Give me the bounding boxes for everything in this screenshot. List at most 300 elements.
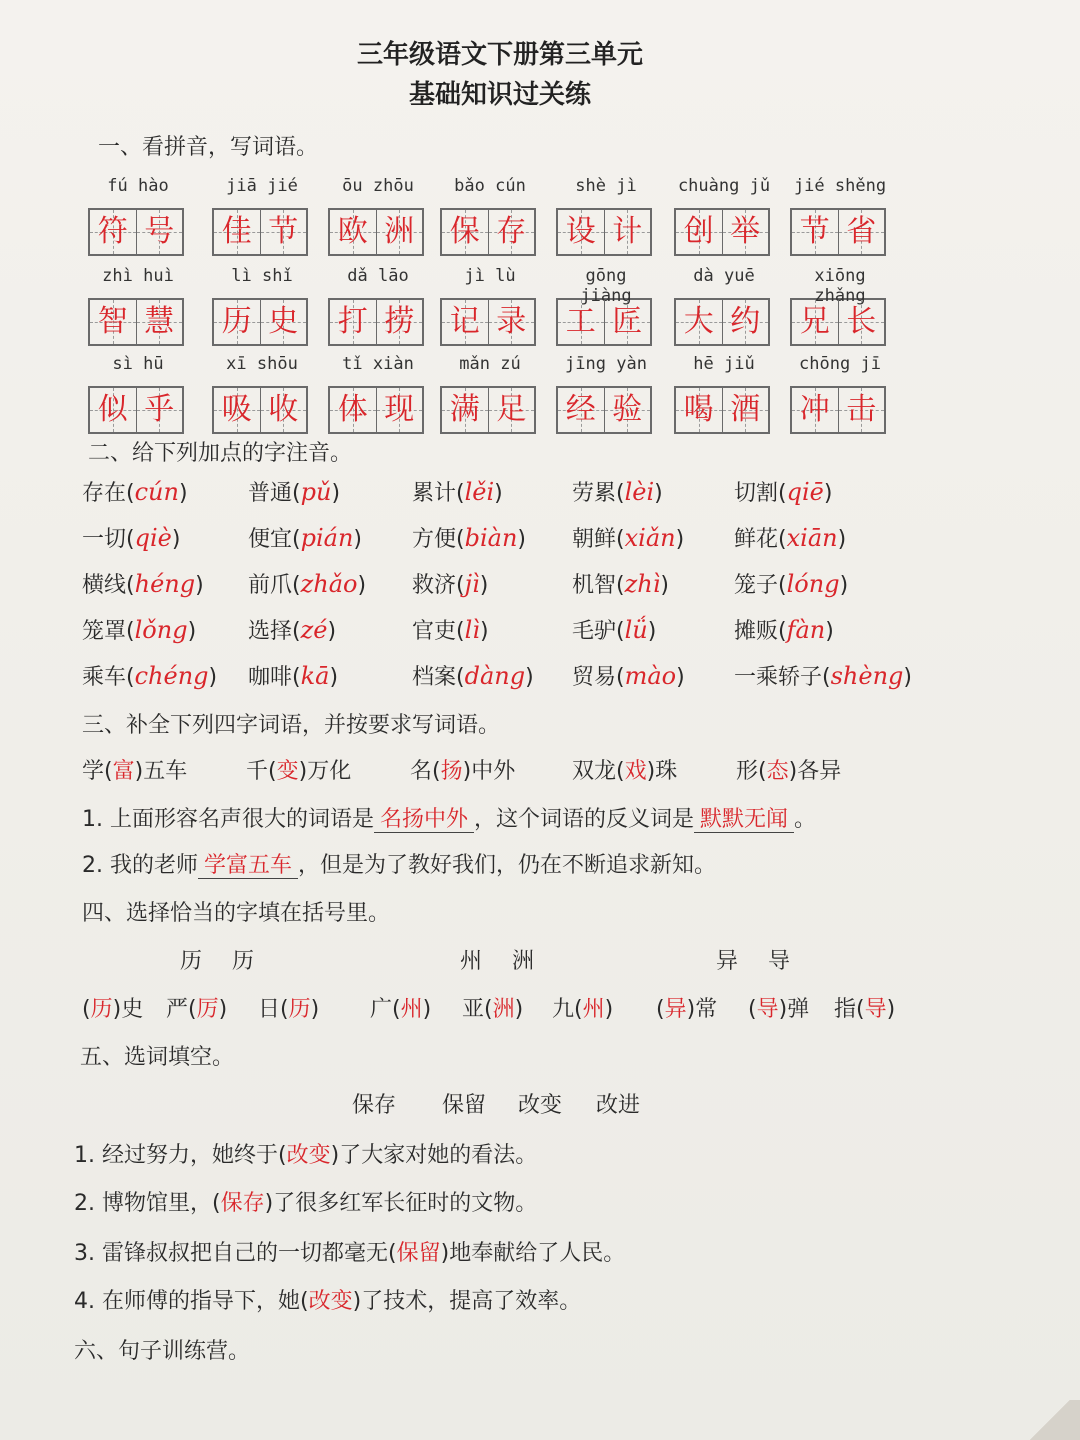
idiom-answer: 富 bbox=[112, 759, 135, 784]
pinyin-item bbox=[674, 266, 774, 346]
tianzige-boxes bbox=[674, 386, 770, 434]
pinyin-answer: mào bbox=[624, 662, 677, 690]
tianzige-boxes bbox=[212, 298, 308, 346]
tianzige-cell bbox=[377, 300, 423, 344]
handwritten-char: 计 bbox=[612, 214, 643, 249]
tianzige-cell bbox=[261, 210, 307, 254]
pinyin-label: chōng jī bbox=[799, 354, 881, 374]
handwritten-char: 打 bbox=[337, 304, 368, 339]
pinyin-item bbox=[556, 354, 656, 434]
idiom-prefix: 形 bbox=[736, 759, 759, 784]
pinyin-item bbox=[328, 354, 428, 434]
idiom-answer: 变 bbox=[276, 759, 299, 784]
char-fill-prefix: 亚 bbox=[462, 997, 485, 1022]
annotate-word: 一乘轿子 bbox=[734, 665, 823, 690]
idiom: 形(态)各异 bbox=[736, 759, 842, 784]
handwritten-char: 兄 bbox=[799, 304, 830, 339]
pinyin-answer: qiè bbox=[134, 524, 172, 552]
section4-heading: 四、选择恰当的字填在括号里。 bbox=[82, 901, 391, 926]
tianzige-cell bbox=[261, 388, 307, 432]
annotate-item: 摊贩(fàn) bbox=[734, 616, 834, 644]
annotate-word: 机智 bbox=[572, 573, 617, 598]
handwritten-char: 体 bbox=[337, 392, 368, 427]
tianzige-boxes bbox=[556, 386, 652, 434]
tianzige-cell bbox=[442, 388, 489, 432]
handwritten-char: 智 bbox=[97, 304, 128, 339]
annotate-row bbox=[82, 660, 1002, 700]
sentence-suffix: 了很多红军长征时的文物。 bbox=[273, 1191, 538, 1216]
annotate-word: 救济 bbox=[412, 573, 457, 598]
annotate-item: 横线(héng) bbox=[82, 570, 204, 598]
tianzige-cell bbox=[839, 210, 885, 254]
word-option: 改进 bbox=[596, 1093, 641, 1118]
pinyin-label: fú hào bbox=[107, 176, 169, 196]
tianzige-cell bbox=[605, 300, 651, 344]
sentence-prefix: 4. 在师傅的指导下，她 bbox=[74, 1289, 300, 1314]
handwritten-char: 号 bbox=[144, 214, 175, 249]
annotate-item: 鲜花(xiān) bbox=[734, 524, 847, 552]
annotate-word: 官吏 bbox=[412, 619, 457, 644]
handwritten-char: 欧 bbox=[337, 214, 368, 249]
pinyin-item bbox=[328, 266, 428, 346]
idiom-prefix: 学 bbox=[82, 759, 105, 784]
pinyin-answer: pián bbox=[300, 524, 354, 552]
pinyin-label: jīng yàn bbox=[565, 354, 647, 374]
handwritten-char: 录 bbox=[496, 304, 527, 339]
idiom-suffix: 万化 bbox=[307, 759, 352, 784]
tianzige-cell bbox=[605, 388, 651, 432]
tianzige-cell bbox=[90, 210, 137, 254]
handwritten-char: 慧 bbox=[144, 304, 175, 339]
tianzige-cell bbox=[676, 388, 723, 432]
pinyin-answer: pǔ bbox=[300, 478, 332, 506]
handwritten-char: 匠 bbox=[612, 304, 643, 339]
idiom-answer: 戏 bbox=[624, 759, 647, 784]
annotate-item: 笼罩(lǒng) bbox=[82, 616, 197, 644]
annotate-word: 选择 bbox=[248, 619, 293, 644]
tianzige-cell bbox=[377, 388, 423, 432]
handwritten-char: 冲 bbox=[799, 392, 830, 427]
tianzige-cell bbox=[792, 210, 839, 254]
char-options: 州 洲 bbox=[460, 949, 539, 974]
annotate-item: 笼子(lóng) bbox=[734, 570, 849, 598]
annotate-item: 官吏(lì) bbox=[412, 616, 489, 644]
pinyin-answer: shèng bbox=[830, 662, 904, 690]
handwritten-char: 史 bbox=[268, 304, 299, 339]
idiom-answer: 扬 bbox=[440, 759, 463, 784]
tianzige-boxes bbox=[328, 386, 424, 434]
handwritten-char: 省 bbox=[846, 214, 877, 249]
annotate-word: 档案 bbox=[412, 665, 457, 690]
pinyin-label: lì shǐ bbox=[231, 266, 293, 286]
annotate-word: 乘车 bbox=[82, 665, 127, 690]
tianzige-cell bbox=[723, 210, 769, 254]
tianzige-boxes bbox=[440, 386, 536, 434]
annotate-item: 切割(qiē) bbox=[734, 478, 833, 506]
char-fill-suffix: 常 bbox=[695, 997, 718, 1022]
pinyin-answer: dàng bbox=[464, 662, 526, 690]
annotate-row bbox=[82, 614, 1002, 654]
idiom-suffix: 珠 bbox=[655, 759, 678, 784]
pinyin-answer: fàn bbox=[786, 616, 826, 644]
fill-sentence: 2. 博物馆里，(保存)了很多红军长征时的文物。 bbox=[74, 1191, 538, 1216]
annotate-word: 咖啡 bbox=[248, 665, 293, 690]
tianzige-cell bbox=[558, 300, 605, 344]
char-fill-prefix: 指 bbox=[834, 997, 857, 1022]
tianzige-boxes bbox=[674, 298, 770, 346]
tianzige-cell bbox=[723, 300, 769, 344]
sentence-suffix: 了技术，提高了效率。 bbox=[361, 1289, 582, 1314]
tianzige-cell bbox=[605, 210, 651, 254]
char-fill-answer: 洲 bbox=[492, 997, 515, 1022]
idiom-prefix: 千 bbox=[246, 759, 269, 784]
tianzige-cell bbox=[442, 210, 489, 254]
pinyin-answer: xiān bbox=[786, 524, 838, 552]
tianzige-cell bbox=[558, 210, 605, 254]
tianzige-boxes bbox=[440, 298, 536, 346]
tianzige-boxes bbox=[790, 386, 886, 434]
idiom: 学(富)五车 bbox=[82, 759, 188, 784]
pinyin-item bbox=[328, 176, 428, 256]
annotate-item: 便宜(pián) bbox=[248, 524, 363, 552]
pinyin-label: sì hū bbox=[112, 354, 164, 374]
section6-heading: 六、句子训练营。 bbox=[74, 1339, 251, 1364]
char-fill: 亚(洲) bbox=[462, 997, 524, 1022]
char-fill-answer: 异 bbox=[664, 997, 687, 1022]
sentence-answer: 改变 bbox=[308, 1289, 353, 1314]
tianzige-cell bbox=[377, 210, 423, 254]
title-line2: 基础知识过关练 bbox=[408, 80, 591, 110]
char-fill: (异)常 bbox=[656, 997, 718, 1022]
idiom: 千(变)万化 bbox=[246, 759, 352, 784]
tianzige-boxes bbox=[328, 298, 424, 346]
pinyin-row bbox=[88, 176, 1048, 266]
pinyin-item bbox=[556, 176, 656, 256]
handwritten-char: 约 bbox=[730, 304, 761, 339]
tianzige-boxes bbox=[212, 208, 308, 256]
sentence-answer: 改变 bbox=[286, 1143, 331, 1168]
q2-text-a: 2. 我的老师 bbox=[82, 853, 198, 878]
tianzige-cell bbox=[261, 300, 307, 344]
tianzige-cell bbox=[137, 210, 183, 254]
tianzige-cell bbox=[489, 388, 535, 432]
pinyin-item bbox=[212, 354, 312, 434]
annotate-word: 摊贩 bbox=[734, 619, 779, 644]
annotate-item: 咖啡(kā) bbox=[248, 662, 339, 690]
pinyin-item bbox=[790, 176, 890, 256]
q1-text-b: ，这个词语的反义词是 bbox=[474, 807, 695, 832]
annotate-word: 便宜 bbox=[248, 527, 293, 552]
q1-text-a: 1. 上面形容名声很大的词语是 bbox=[82, 807, 374, 832]
tianzige-boxes bbox=[88, 208, 184, 256]
pinyin-label: jiā jié bbox=[226, 176, 298, 196]
tianzige-cell bbox=[330, 210, 377, 254]
tianzige-cell bbox=[792, 388, 839, 432]
sentence-suffix: 地奉献给了人民。 bbox=[449, 1241, 626, 1266]
pinyin-label: dà yuē bbox=[693, 266, 755, 286]
handwritten-char: 乎 bbox=[144, 392, 175, 427]
pinyin-answer: jì bbox=[464, 570, 480, 598]
char-fill: (历)史 bbox=[82, 997, 144, 1022]
tianzige-boxes bbox=[440, 208, 536, 256]
pinyin-answer: lǘ bbox=[624, 616, 648, 644]
tianzige-boxes bbox=[212, 386, 308, 434]
handwritten-char: 存 bbox=[496, 214, 527, 249]
annotate-item: 救济(jì) bbox=[412, 570, 489, 598]
pinyin-answer: cún bbox=[134, 478, 179, 506]
annotate-word: 前爪 bbox=[248, 573, 293, 598]
section1-heading: 一、看拼音，写词语。 bbox=[98, 135, 319, 160]
pinyin-item bbox=[790, 354, 890, 434]
handwritten-char: 洲 bbox=[384, 214, 415, 249]
tianzige-cell bbox=[489, 210, 535, 254]
pinyin-label: gōng jiàng bbox=[580, 266, 632, 306]
handwritten-char: 收 bbox=[268, 392, 299, 427]
title-line1: 三年级语文下册第三单元 bbox=[356, 40, 643, 70]
char-fill: (导)弹 bbox=[748, 997, 810, 1022]
pinyin-item bbox=[88, 266, 188, 346]
tianzige-cell bbox=[90, 300, 137, 344]
pinyin-item bbox=[212, 176, 312, 256]
handwritten-char: 举 bbox=[730, 214, 761, 249]
sentence-suffix: 了大家对她的看法。 bbox=[339, 1143, 538, 1168]
handwritten-char: 喝 bbox=[683, 392, 714, 427]
char-options: 异 导 bbox=[716, 949, 795, 974]
handwritten-char: 击 bbox=[846, 392, 877, 427]
char-fill-answer: 州 bbox=[400, 997, 423, 1022]
annotate-word: 劳累 bbox=[572, 481, 617, 506]
section5-heading: 五、选词填空。 bbox=[80, 1045, 235, 1070]
char-fill-answer: 导 bbox=[864, 997, 887, 1022]
pinyin-label: jié shěng bbox=[793, 176, 887, 196]
section3-question2 bbox=[82, 848, 716, 879]
tianzige-cell bbox=[214, 388, 261, 432]
tianzige-boxes bbox=[790, 208, 886, 256]
handwritten-char: 符 bbox=[97, 214, 128, 249]
handwritten-char: 大 bbox=[683, 304, 714, 339]
pinyin-row bbox=[88, 354, 1048, 444]
handwritten-char: 经 bbox=[565, 392, 596, 427]
handwritten-char: 现 bbox=[384, 392, 415, 427]
handwritten-char: 长 bbox=[846, 304, 877, 339]
pinyin-answer: lóng bbox=[786, 570, 840, 598]
pinyin-answer: lèi bbox=[624, 478, 655, 506]
pinyin-label: dǎ lāo bbox=[347, 266, 409, 286]
char-fill-answer: 厉 bbox=[196, 997, 219, 1022]
q2-text-b: ，但是为了教好我们，仍在不断追求新知。 bbox=[298, 853, 717, 878]
annotate-item: 存在(cún) bbox=[82, 478, 188, 506]
annotate-row bbox=[82, 476, 1002, 516]
handwritten-char: 创 bbox=[683, 214, 714, 249]
tianzige-cell bbox=[839, 388, 885, 432]
pinyin-answer: chéng bbox=[134, 662, 209, 690]
annotate-word: 存在 bbox=[82, 481, 127, 506]
char-fill-prefix: 广 bbox=[370, 997, 393, 1022]
fill-sentence: 1. 经过努力，她终于(改变)了大家对她的看法。 bbox=[74, 1143, 538, 1168]
annotate-word: 切割 bbox=[734, 481, 779, 506]
char-fill-answer: 导 bbox=[756, 997, 779, 1022]
pinyin-item bbox=[440, 176, 540, 256]
handwritten-char: 佳 bbox=[221, 214, 252, 249]
q2-answer: 学富五车 bbox=[198, 853, 298, 879]
pinyin-label: mǎn zú bbox=[459, 354, 521, 374]
pinyin-item bbox=[212, 266, 312, 346]
char-fill-answer: 州 bbox=[582, 997, 605, 1022]
char-fill-suffix: 弹 bbox=[787, 997, 810, 1022]
sentence-prefix: 1. 经过努力，她终于 bbox=[74, 1143, 278, 1168]
pinyin-item bbox=[790, 266, 890, 346]
page-corner bbox=[1020, 1400, 1080, 1440]
pinyin-answer: lǒng bbox=[134, 616, 188, 644]
annotate-row bbox=[82, 522, 1002, 562]
tianzige-cell bbox=[442, 300, 489, 344]
annotate-word: 鲜花 bbox=[734, 527, 779, 552]
pinyin-answer: lěi bbox=[464, 478, 495, 506]
annotate-word: 普通 bbox=[248, 481, 293, 506]
pinyin-label: bǎo cún bbox=[454, 176, 526, 196]
annotate-item: 乘车(chéng) bbox=[82, 662, 218, 690]
fill-sentence: 4. 在师傅的指导下，她(改变)了技术，提高了效率。 bbox=[74, 1289, 582, 1314]
handwritten-char: 节 bbox=[268, 214, 299, 249]
annotate-item: 贸易(mào) bbox=[572, 662, 685, 690]
handwritten-char: 记 bbox=[449, 304, 480, 339]
tianzige-cell bbox=[676, 300, 723, 344]
annotate-word: 朝鲜 bbox=[572, 527, 617, 552]
pinyin-label: xiōng zhǎng bbox=[814, 266, 866, 306]
char-fill-suffix: 史 bbox=[121, 997, 144, 1022]
annotate-item: 毛驴(lǘ) bbox=[572, 616, 657, 644]
tianzige-cell bbox=[489, 300, 535, 344]
pinyin-label: shè jì bbox=[575, 176, 637, 196]
section2-heading: 二、给下列加点的字注音。 bbox=[88, 441, 353, 466]
annotate-item: 机智(zhì) bbox=[572, 570, 669, 598]
char-fill-prefix: 日 bbox=[258, 997, 281, 1022]
pinyin-label: zhì huì bbox=[102, 266, 174, 286]
idiom-answer: 态 bbox=[766, 759, 789, 784]
sentence-prefix: 2. 博物馆里， bbox=[74, 1191, 212, 1216]
section3-heading: 三、补全下列四字词语，并按要求写词语。 bbox=[82, 713, 501, 738]
tianzige-cell bbox=[90, 388, 137, 432]
idiom: 名(扬)中外 bbox=[410, 759, 516, 784]
pinyin-item bbox=[674, 176, 774, 256]
annotate-word: 笼子 bbox=[734, 573, 779, 598]
pinyin-answer: kā bbox=[300, 662, 330, 690]
idiom-prefix: 双龙 bbox=[572, 759, 617, 784]
q1-answer1: 名扬中外 bbox=[374, 807, 474, 833]
tianzige-boxes bbox=[88, 298, 184, 346]
pinyin-answer: lì bbox=[464, 616, 480, 644]
annotate-item: 朝鲜(xiǎn) bbox=[572, 524, 685, 552]
idiom: 双龙(戏)珠 bbox=[572, 759, 678, 784]
handwritten-char: 工 bbox=[565, 304, 596, 339]
tianzige-cell bbox=[214, 300, 261, 344]
word-option: 保存 bbox=[352, 1093, 397, 1118]
char-fill-prefix: 九 bbox=[552, 997, 575, 1022]
handwritten-char: 酒 bbox=[730, 392, 761, 427]
char-fill-answer: 历 bbox=[90, 997, 113, 1022]
pinyin-label: ōu zhōu bbox=[342, 176, 414, 196]
annotate-word: 笼罩 bbox=[82, 619, 127, 644]
pinyin-item bbox=[440, 266, 540, 346]
tianzige-cell bbox=[839, 300, 885, 344]
q1-answer2: 默默无闻 bbox=[694, 807, 794, 833]
q1-text-c: 。 bbox=[794, 807, 817, 832]
pinyin-label: hē jiǔ bbox=[693, 354, 755, 374]
tianzige-cell bbox=[723, 388, 769, 432]
pinyin-answer: zhǎo bbox=[300, 570, 358, 598]
handwritten-char: 似 bbox=[97, 392, 128, 427]
handwritten-char: 足 bbox=[496, 392, 527, 427]
annotate-word: 累计 bbox=[412, 481, 457, 506]
pinyin-item bbox=[556, 266, 656, 346]
tianzige-cell bbox=[137, 388, 183, 432]
idiom-prefix: 名 bbox=[410, 759, 433, 784]
pinyin-label: xī shōu bbox=[226, 354, 298, 374]
char-fill: 指(导) bbox=[834, 997, 896, 1022]
tianzige-boxes bbox=[88, 386, 184, 434]
char-options: 历 历 bbox=[180, 949, 259, 974]
pinyin-answer: biàn bbox=[464, 524, 518, 552]
sentence-answer: 保留 bbox=[396, 1241, 441, 1266]
annotate-word: 贸易 bbox=[572, 665, 617, 690]
annotate-row bbox=[82, 568, 1002, 608]
annotate-item: 档案(dàng) bbox=[412, 662, 534, 690]
tianzige-boxes bbox=[556, 298, 652, 346]
tianzige-cell bbox=[330, 300, 377, 344]
idiom-suffix: 中外 bbox=[471, 759, 516, 784]
handwritten-char: 验 bbox=[612, 392, 643, 427]
handwritten-char: 保 bbox=[449, 214, 480, 249]
handwritten-char: 满 bbox=[449, 392, 480, 427]
annotate-item: 劳累(lèi) bbox=[572, 478, 663, 506]
section3-question1 bbox=[82, 802, 816, 833]
tianzige-boxes bbox=[556, 208, 652, 256]
tianzige-boxes bbox=[790, 298, 886, 346]
handwritten-char: 节 bbox=[799, 214, 830, 249]
word-option: 改变 bbox=[518, 1093, 563, 1118]
tianzige-cell bbox=[676, 210, 723, 254]
pinyin-item bbox=[88, 354, 188, 434]
tianzige-boxes bbox=[674, 208, 770, 256]
pinyin-item bbox=[440, 354, 540, 434]
tianzige-cell bbox=[330, 388, 377, 432]
annotate-item: 一乘轿子(shèng) bbox=[734, 662, 912, 690]
pinyin-label: chuàng jǔ bbox=[677, 176, 771, 196]
annotate-word: 一切 bbox=[82, 527, 127, 552]
tianzige-cell bbox=[558, 388, 605, 432]
sentence-answer: 保存 bbox=[220, 1191, 265, 1216]
handwritten-char: 捞 bbox=[384, 304, 415, 339]
char-fill-answer: 历 bbox=[288, 997, 311, 1022]
sentence-prefix: 3. 雷锋叔叔把自己的一切都毫无 bbox=[74, 1241, 388, 1266]
pinyin-label: tǐ xiàn bbox=[342, 354, 414, 374]
char-fill: 九(州) bbox=[552, 997, 614, 1022]
handwritten-char: 历 bbox=[221, 304, 252, 339]
idiom-suffix: 五车 bbox=[143, 759, 188, 784]
annotate-word: 横线 bbox=[82, 573, 127, 598]
pinyin-answer: qiē bbox=[786, 478, 824, 506]
annotate-item: 一切(qiè) bbox=[82, 524, 181, 552]
fill-sentence: 3. 雷锋叔叔把自己的一切都毫无(保留)地奉献给了人民。 bbox=[74, 1241, 626, 1266]
annotate-word: 方便 bbox=[412, 527, 457, 552]
pinyin-label: jì lù bbox=[464, 266, 516, 286]
char-fill: 严(厉) bbox=[166, 997, 228, 1022]
pinyin-answer: zhì bbox=[624, 570, 661, 598]
char-fill: 日(历) bbox=[258, 997, 320, 1022]
char-fill-prefix: 严 bbox=[166, 997, 189, 1022]
annotate-item: 普通(pǔ) bbox=[248, 478, 341, 506]
char-fill: 广(州) bbox=[370, 997, 432, 1022]
